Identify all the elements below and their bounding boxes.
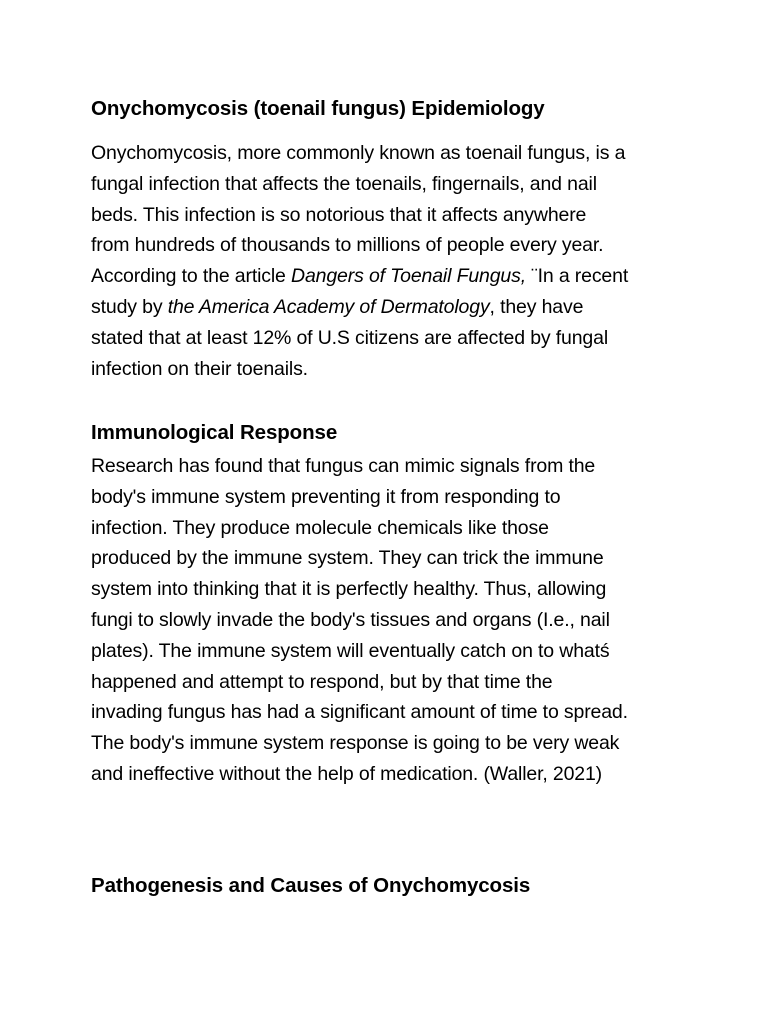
paragraph-line: infection. They produce molecule chemicals like those (91, 516, 549, 539)
section-heading-immunological-response: Immunological Response (91, 421, 338, 444)
paragraph-line: plates). The immune system will eventually catch on to whatś (91, 639, 610, 662)
line-text: ¨In a recent (525, 265, 629, 288)
paragraph-immunological-response (91, 451, 691, 790)
paragraph-line: happened and attempt to respond, but by that time the (91, 670, 553, 693)
paragraph-line: fungi to slowly invade the body's tissues and organs (I.e., nail (91, 608, 610, 631)
paragraph-line: and ineffective without the help of medication. (Waller, 2021) (91, 762, 603, 785)
paragraph-line: from hundreds of thousands to millions of people every year. (91, 234, 604, 257)
paragraph-line: beds. This infection is so notorious that it affects anywhere (91, 203, 587, 226)
paragraph-line: system into thinking that it is perfectly healthy. Thus, allowing (91, 578, 607, 601)
paragraph-line: infection on their toenails. (91, 357, 308, 380)
line-text: According to the article (91, 265, 292, 288)
section-heading-pathogenesis: Pathogenesis and Causes of Onychomycosis (91, 874, 531, 897)
paragraph-epidemiology (91, 138, 691, 384)
article-title-italic: Dangers of Toenail Fungus, (291, 265, 526, 288)
paragraph-line (91, 292, 691, 323)
paragraph-line: invading fungus has had a significant amount of time to spread. (91, 701, 628, 724)
line-text: study by (91, 295, 168, 318)
paragraph-line: The body's immune system response is going to be very weak (91, 732, 620, 755)
organization-name-italic: the America Academy of Dermatology (167, 295, 490, 318)
section-heading-epidemiology: Onychomycosis (toenail fungus) Epidemiology (91, 97, 545, 120)
paragraph-line: Onychomycosis, more commonly known as toenail fungus, is a (91, 142, 626, 164)
paragraph-line (91, 261, 691, 292)
paragraph-line: produced by the immune system. They can trick the immune (91, 547, 604, 570)
line-text: , they have (489, 295, 584, 318)
paragraph-line: fungal infection that affects the toenails, fingernails, and nail (91, 172, 597, 195)
paragraph-line: stated that at least 12% of U.S citizens are affected by fungal (91, 326, 609, 349)
paragraph-line: Research has found that fungus can mimic signals from the (91, 455, 596, 477)
paragraph-line: body's immune system preventing it from responding to (91, 485, 561, 508)
